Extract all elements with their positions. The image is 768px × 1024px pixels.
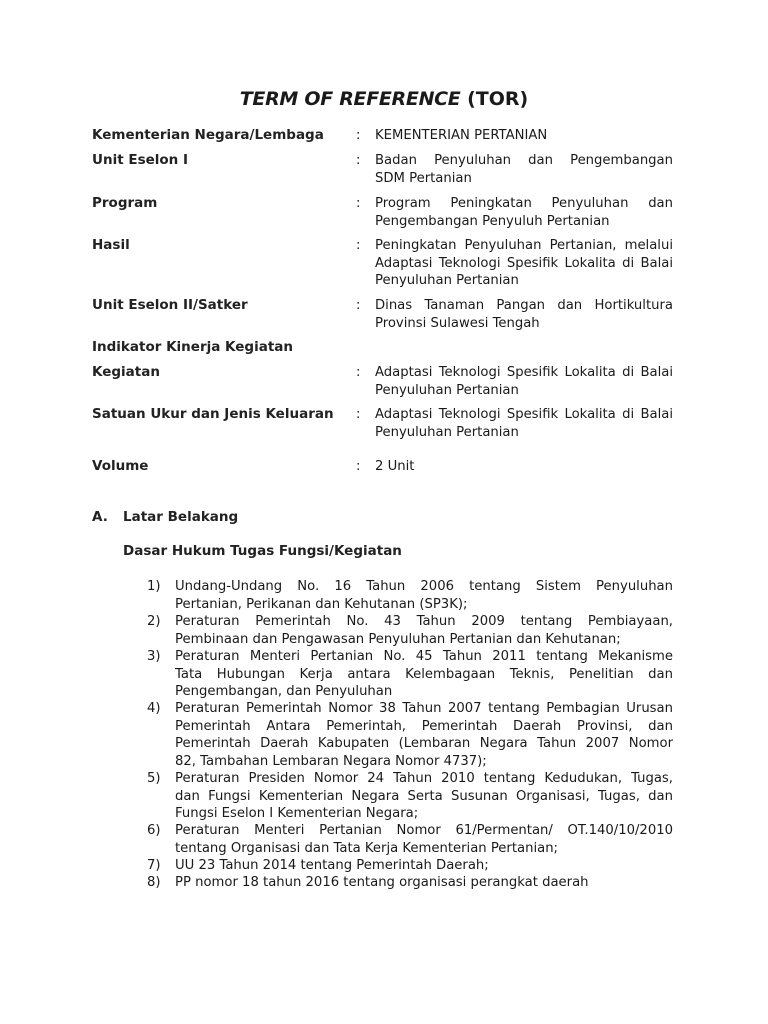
field-colon: : — [356, 238, 361, 253]
field-label: Kegiatan — [92, 364, 160, 380]
list-number: 8) — [147, 875, 161, 890]
value-line: Peningkatan Penyuluhan Pertanian, melalui — [375, 238, 673, 253]
value-line: Penyuluhan Pertanian — [375, 424, 519, 440]
value-line: Provinsi Sulawesi Tengah — [375, 315, 540, 331]
list-line: Peraturan Pemerintah Nomor 38 Tahun 2007 tentang Pembagian Urusan — [175, 701, 673, 716]
field-value — [375, 406, 673, 441]
field-value — [375, 127, 673, 145]
list-text — [175, 874, 673, 892]
field-label: Volume — [92, 458, 149, 474]
list-line: 82, Tambahan Lembaran Negara Nomor 4737); — [175, 753, 487, 769]
list-line: dan Fungsi Kementerian Negara Serta Susunan Organisasi, Tugas, dan — [175, 788, 673, 804]
title-italic: TERM OF REFERENCE — [239, 88, 461, 110]
list-number: 1) — [147, 579, 161, 594]
field-colon: : — [356, 128, 361, 143]
value-line: Adaptasi Teknologi Spesifik Lokalita di Balai — [375, 255, 673, 271]
field-label: Indikator Kinerja Kegiatan — [92, 339, 294, 355]
value-line: Badan Penyuluhan dan Pengembangan — [375, 153, 673, 168]
field-value — [375, 237, 673, 290]
list-line: Pemerintah Antara Pemerintah, Pemerintah Daerah Provinsi, dan — [175, 718, 673, 734]
list-text — [175, 822, 673, 857]
field-label: Kementerian Negara/Lembaga — [92, 127, 324, 143]
value-line: Pengembangan Penyuluh Pertanian — [375, 213, 610, 229]
value-line: Penyuluhan Pertanian — [375, 273, 519, 288]
section-subtitle: Dasar Hukum Tugas Fungsi/Kegiatan — [123, 543, 402, 559]
list-line: Pengembangan, dan Penyuluhan — [175, 684, 393, 699]
list-text — [175, 648, 673, 701]
list-text — [175, 857, 673, 875]
value-line: Adaptasi Teknologi Spesifik Lokalita di Balai — [375, 365, 673, 380]
list-text — [175, 700, 673, 770]
list-number: 4) — [147, 701, 161, 716]
value-line: Adaptasi Teknologi Spesifik Lokalita di Balai — [375, 407, 673, 422]
list-text — [175, 578, 673, 613]
field-value — [375, 195, 673, 230]
list-line: PP nomor 18 tahun 2016 tentang organisasi perangkat daerah — [175, 875, 589, 890]
field-value — [375, 364, 673, 399]
document-title — [0, 88, 768, 110]
field-label: Unit Eselon I — [92, 152, 189, 168]
list-text — [175, 770, 673, 823]
section-letter: A. — [92, 509, 108, 525]
value-line: 2 Unit — [375, 459, 415, 474]
field-colon: : — [356, 298, 361, 313]
value-line: Program Peningkatan Penyuluhan dan — [375, 196, 673, 211]
list-text — [175, 613, 673, 648]
list-line: Peraturan Menteri Pertanian Nomor 61/Permentan/ OT.140/10/2010 — [175, 823, 673, 838]
field-value — [375, 458, 673, 476]
value-line: KEMENTERIAN PERTANIAN — [375, 128, 548, 143]
field-label: Hasil — [92, 237, 130, 253]
field-label: Unit Eselon II/Satker — [92, 297, 248, 313]
list-line: Pembinaan dan Pengawasan Penyuluhan Pertanian dan Kehutanan; — [175, 631, 621, 647]
list-number: 7) — [147, 858, 161, 873]
list-line: tentang Organisasi dan Tata Kerja Kementerian Pertanian; — [175, 840, 558, 856]
field-colon: : — [356, 153, 361, 168]
list-line: Peraturan Menteri Pertanian No. 45 Tahun 2011 tentang Mekanisme — [175, 649, 673, 664]
list-number: 2) — [147, 614, 161, 629]
list-line: Pertanian, Perikanan dan Kehutanan (SP3K); — [175, 596, 468, 612]
field-colon: : — [356, 365, 361, 380]
list-line: Peraturan Pemerintah No. 43 Tahun 2009 tentang Pembiayaan, — [175, 614, 673, 629]
field-colon: : — [356, 407, 361, 422]
list-line: UU 23 Tahun 2014 tentang Pemerintah Daerah; — [175, 858, 489, 873]
list-line: Peraturan Presiden Nomor 24 Tahun 2010 tentang Kedudukan, Tugas, — [175, 771, 673, 786]
field-value — [375, 297, 673, 332]
field-colon: : — [356, 459, 361, 474]
field-colon: : — [356, 196, 361, 211]
list-line: Tata Hubungan Kerja antara Kelembagaan Teknis, Penelitian dan — [175, 666, 673, 682]
list-line: Pemerintah Daerah Kabupaten (Lembaran Negara Tahun 2007 Nomor — [175, 736, 673, 751]
list-line: Undang-Undang No. 16 Tahun 2006 tentang Sistem Penyuluhan — [175, 579, 673, 594]
field-value — [375, 152, 673, 187]
field-label: Program — [92, 195, 158, 211]
title-suffix: (TOR) — [460, 88, 529, 110]
list-line: Fungsi Eselon I Kementerian Negara; — [175, 806, 419, 821]
value-line: SDM Pertanian — [375, 170, 472, 186]
list-number: 3) — [147, 649, 161, 664]
section-title: Latar Belakang — [123, 509, 239, 525]
list-number: 5) — [147, 771, 161, 786]
list-number: 6) — [147, 823, 161, 838]
value-line: Penyuluhan Pertanian — [375, 382, 519, 398]
value-line: Dinas Tanaman Pangan dan Hortikultura — [375, 298, 673, 313]
field-label: Satuan Ukur dan Jenis Keluaran — [92, 406, 334, 422]
